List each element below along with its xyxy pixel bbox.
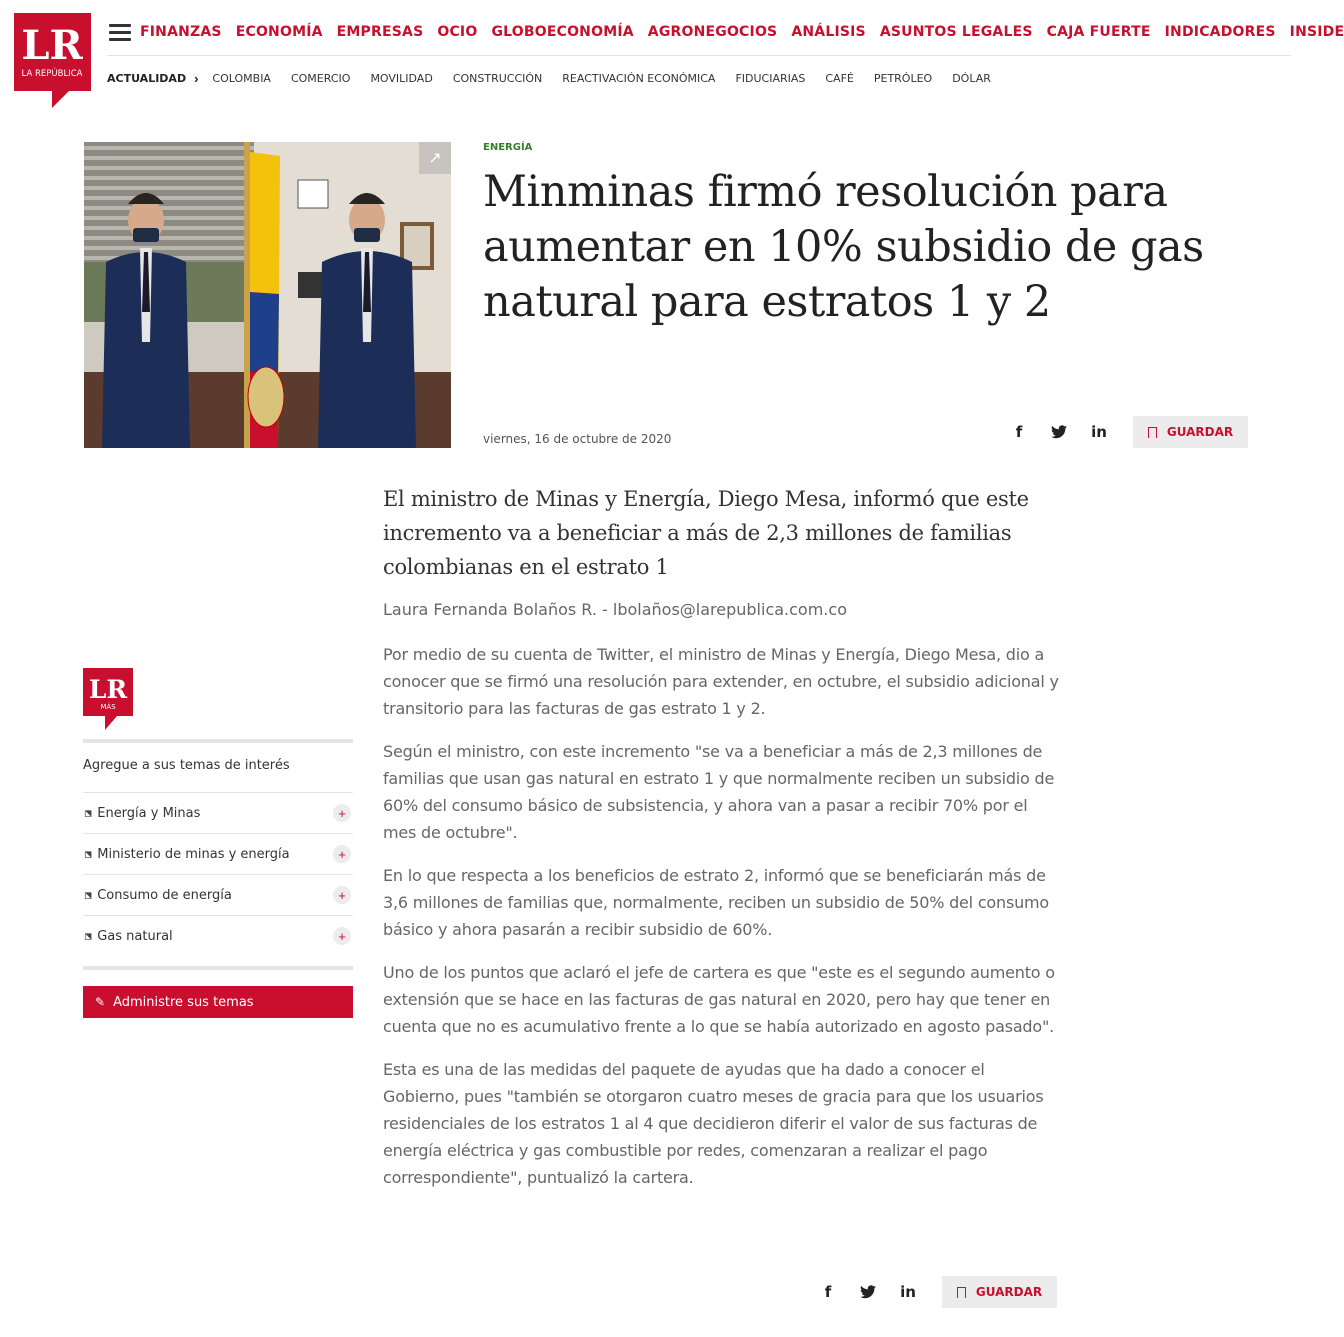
chevron-right-icon: › [194,71,199,86]
expand-icon[interactable]: ↗ [419,142,451,174]
nav-economia[interactable]: ECONOMÍA [235,24,323,40]
logo-text: LR [21,22,83,69]
article-body [383,641,1063,1207]
sidebar-divider [83,739,353,743]
article-paragraph: Por medio de su cuenta de Twitter, el ministro de Minas y Energía, Diego Mesa, dio a conocer que se firmó una resolución para extender, en octubre, el subsidio adicional y transitorio para las facturas de gas estrato 1 y 2. [383,645,1059,718]
facebook-icon[interactable]: f [824,1283,832,1301]
linkedin-icon[interactable]: in [1091,423,1107,441]
topics-list [79,792,353,956]
subnav-reactivacion[interactable]: REACTIVACIÓN ECONÓMICA [562,72,716,85]
nav-globoeconomia[interactable]: GLOBOECONOMÍA [491,24,634,40]
lr-mas-logo[interactable] [83,668,133,730]
article-author[interactable]: Laura Fernanda Bolaños R. - lbolaños@larepublica.com.co [383,600,847,619]
article-date: viernes, 16 de octubre de 2020 [483,432,672,446]
add-topic-button[interactable]: + [333,886,351,904]
nav-empresas[interactable]: EMPRESAS [336,24,424,40]
nav-asuntos-legales[interactable]: ASUNTOS LEGALES [879,24,1033,40]
sub-nav [107,71,1011,86]
article-paragraph: En lo que respecta a los beneficios de estrato 2, informó que se beneficiarán más de 3,6 millones de familias que, normalmente, reciben un subsidio de 50% del consumo básico y ahora pasarán a recibir subsidio de 60%. [383,866,1049,939]
nav-finanzas[interactable]: FINANZAS [140,24,222,40]
twitter-icon[interactable] [848,1276,888,1308]
hamburger-icon[interactable] [109,24,131,42]
share-bar-top [999,416,1248,448]
nav-agronegocios[interactable]: AGRONEGOCIOS [647,24,778,40]
subnav-fiduciarias[interactable]: FIDUCIARIAS [735,72,806,85]
topic-label: Consumo de energía [97,887,232,903]
nav-divider [107,55,1291,56]
logo-la-republica[interactable] [14,13,91,108]
article-photo [84,142,451,448]
lr-mas-sub: MÁS [100,703,116,711]
save-label: GUARDAR [1166,425,1234,439]
topic-item[interactable] [79,874,353,915]
add-topic-button[interactable]: + [333,845,351,863]
linkedin-icon[interactable]: in [900,1283,916,1301]
topic-label: Energía y Minas [97,805,201,821]
topic-item[interactable] [79,915,353,956]
article-paragraph: Uno de los puntos que aclaró el jefe de cartera es que "este es el segundo aumento o extensión que se hace en las facturas de gas natural en 2020, pero hay que tener en cuenta que no es acumulativo frente a lo que se había autorizado en agosto pasado". [383,963,1055,1036]
save-button-top[interactable] [1133,416,1248,448]
tag-icon: ⬗ [79,845,96,863]
sidebar-intro: Agregue a sus temas de interés [83,758,290,773]
subnav-current-section[interactable]: ACTUALIDAD [107,72,187,85]
subnav-comercio[interactable]: COMERCIO [290,72,351,85]
subnav-movilidad[interactable]: MOVILIDAD [370,72,433,85]
lr-mas-text: LR [88,675,128,704]
article-lead: El ministro de Minas y Energía, Diego Mesa, informó que este incremento va a beneficiar a más de 2,3 millones de familias colombianas en el estrato 1 [383,487,1029,579]
subnav-colombia[interactable]: COLOMBIA [212,72,271,85]
tag-icon: ⬗ [79,886,96,904]
section-tag[interactable]: ENERGÍA [483,142,533,153]
save-label: GUARDAR [975,1285,1043,1299]
nav-ocio[interactable]: OCIO [437,24,478,40]
subnav-cafe[interactable]: CAFÉ [825,72,854,85]
save-button-bottom[interactable] [942,1276,1057,1308]
add-topic-button[interactable]: + [333,804,351,822]
nav-indicadores[interactable]: INDICADORES [1164,24,1276,40]
article-paragraph: Esta es una de las medidas del paquete de ayudas que ha dado a conocer el Gobierno, pues "también se otorgaron cuatro meses de gracia para que los usuarios residenciales de los estratos 1 al 4 que decidieron diferir el valor de sus facturas de energía eléctrica y gas combustible por redes, comenzaran a realizar el pago correspondiente", puntualizó la cartera. [383,1060,1044,1187]
manage-topics-label: Administre sus temas [113,994,254,1010]
nav-inside[interactable]: INSIDE [1289,24,1344,40]
nav-caja-fuerte[interactable]: CAJA FUERTE [1046,24,1151,40]
topic-label: Gas natural [97,928,173,944]
topic-label: Ministerio de minas y energía [97,846,290,862]
twitter-icon[interactable] [1039,416,1079,448]
subnav-dolar[interactable]: DÓLAR [952,72,991,85]
subnav-petroleo[interactable]: PETRÓLEO [873,72,933,85]
sidebar-divider [83,966,353,970]
manage-topics-button[interactable] [83,986,353,1018]
topic-item[interactable] [79,833,353,874]
bookmark-icon [1148,427,1157,438]
pencil-icon: ✎ [95,995,106,1009]
article-paragraph: Según el ministro, con este incremento "se va a beneficiar a más de 2,3 millones de familias que usan gas natural en estrato 1 y que normalmente reciben un subsidio de 60% del consumo básico de subsistencia, y ahora van a pasar a recibir 70% por el mes de octubre". [383,742,1055,842]
add-topic-button[interactable]: + [333,927,351,945]
nav-analisis[interactable]: ANÁLISIS [791,24,866,40]
facebook-icon[interactable]: f [1015,423,1023,441]
article-headline: Minminas firmó resolución para aumentar en 10% subsidio de gas natural para estratos 1 y 2 [483,167,1204,327]
main-nav [140,24,1344,40]
logo-sub: LA REPÚBLICA [21,69,83,79]
tag-icon: ⬗ [79,927,96,945]
tag-icon: ⬗ [79,804,96,822]
share-bar-bottom [808,1276,1057,1308]
bookmark-icon [957,1287,966,1298]
subnav-construccion[interactable]: CONSTRUCCIÓN [452,72,543,85]
topic-item[interactable] [79,792,353,833]
